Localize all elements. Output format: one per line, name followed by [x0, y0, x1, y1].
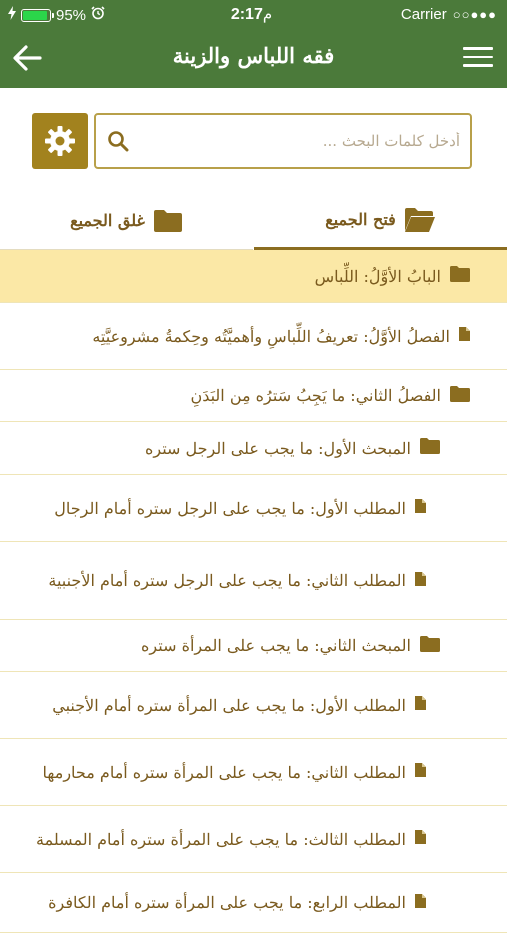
tree-row-label: المطلب الأول: ما يجب على الرجل ستره أمام الرجال: [54, 498, 406, 518]
search-box: [94, 113, 472, 169]
tree-folder-row[interactable]: [0, 370, 507, 422]
hamburger-line: [463, 64, 493, 67]
tree-row-label: المبحث الأول: ما يجب على الرجل ستره: [145, 438, 411, 458]
tree-row-content: [145, 422, 441, 474]
document-icon: [414, 695, 427, 715]
tree-row-content: [315, 250, 471, 302]
carrier-name: Carrier: [400, 6, 447, 23]
open-all-button[interactable]: [254, 192, 507, 250]
document-icon: [414, 498, 427, 518]
tree-row-label: المطلب الثالث: ما يجب على المرأة ستره أمام المسلمة: [36, 829, 406, 849]
hamburger-menu-icon: [463, 47, 493, 50]
tree-row-content: [48, 542, 427, 619]
folder-icon: [419, 437, 441, 459]
tree-document-row[interactable]: [0, 475, 507, 542]
hamburger-line: [463, 56, 493, 59]
tree-document-row[interactable]: [0, 672, 507, 739]
folder-icon: [153, 209, 183, 233]
tree-row-label: المطلب الثاني: ما يجب على المرأة ستره أمام محارمها: [42, 762, 406, 782]
signal-strength-icon: ○○●●●: [452, 7, 497, 22]
tree-row-content: [52, 672, 427, 738]
tree-row-content: [36, 806, 427, 872]
tree-row-content: [190, 370, 471, 421]
search-area: [0, 88, 507, 192]
tree-row-label: المطلب الأول: ما يجب على المرأة ستره أمام الأجنبي: [52, 695, 406, 715]
tree-row-content: [43, 739, 428, 805]
document-icon: [414, 829, 427, 849]
tree-row-label: المطلب الثاني: ما يجب على الرجل ستره أمام الأجنبية: [48, 571, 406, 590]
settings-button[interactable]: [32, 113, 88, 169]
tree-row-content: [141, 620, 441, 671]
navigation-bar: [0, 30, 507, 88]
status-bar: [0, 0, 507, 30]
document-icon: [414, 571, 427, 591]
status-clock: 2:17: [230, 6, 263, 23]
close-all-button[interactable]: [0, 192, 253, 250]
page-title: فقه اللباس والزينة: [172, 43, 335, 68]
document-icon: [414, 762, 427, 782]
tree-row-label: المطلب الرابع: ما يجب على المرأة ستره أمام الكافرة: [48, 893, 406, 912]
folder-icon: [419, 635, 441, 657]
tree-document-row[interactable]: [0, 806, 507, 873]
tree-document-row[interactable]: [0, 542, 507, 620]
document-icon: [414, 893, 427, 913]
search-icon[interactable]: [106, 129, 130, 153]
menu-button[interactable]: [463, 47, 493, 69]
battery-percent: 95%: [56, 6, 87, 24]
folder-icon: [449, 385, 471, 407]
tree-folder-row[interactable]: [0, 250, 507, 303]
tree-row-content: [54, 475, 427, 541]
status-ampm: م: [262, 6, 273, 23]
document-icon: [458, 326, 471, 346]
tree-document-row[interactable]: [0, 303, 507, 370]
open-all-label: فتح الجميع: [325, 210, 396, 229]
tree-row-label: البابُ الأوَّلُ: اللِّباس: [314, 266, 441, 286]
tree-folder-row[interactable]: [0, 422, 507, 475]
tree-row-label: الفصلُ الأوَّلُ: تعريفُ اللِّباسِ وأهميَّتُه وحِكمةُ مشروعيَّتِه: [92, 326, 450, 346]
tree-folder-row[interactable]: [0, 620, 507, 672]
tree-row-label: الفصلُ الثاني: ما يَجِبُ سَترُه مِن البَدَنِ: [190, 386, 441, 405]
close-all-label: غلق الجميع: [70, 211, 145, 230]
open-folder-icon: [404, 207, 436, 233]
tree-row-label: المبحث الثاني: ما يجب على المرأة ستره: [141, 636, 411, 655]
status-right: [401, 6, 497, 23]
tree-row-content: [92, 303, 471, 369]
tree-row-content: [48, 873, 427, 932]
gear-icon: [44, 125, 76, 157]
search-input[interactable]: [140, 125, 460, 157]
tree-document-row[interactable]: [0, 873, 507, 933]
tree-document-row[interactable]: [0, 739, 507, 806]
folder-icon: [449, 265, 471, 287]
expand-tabs: [0, 192, 507, 250]
